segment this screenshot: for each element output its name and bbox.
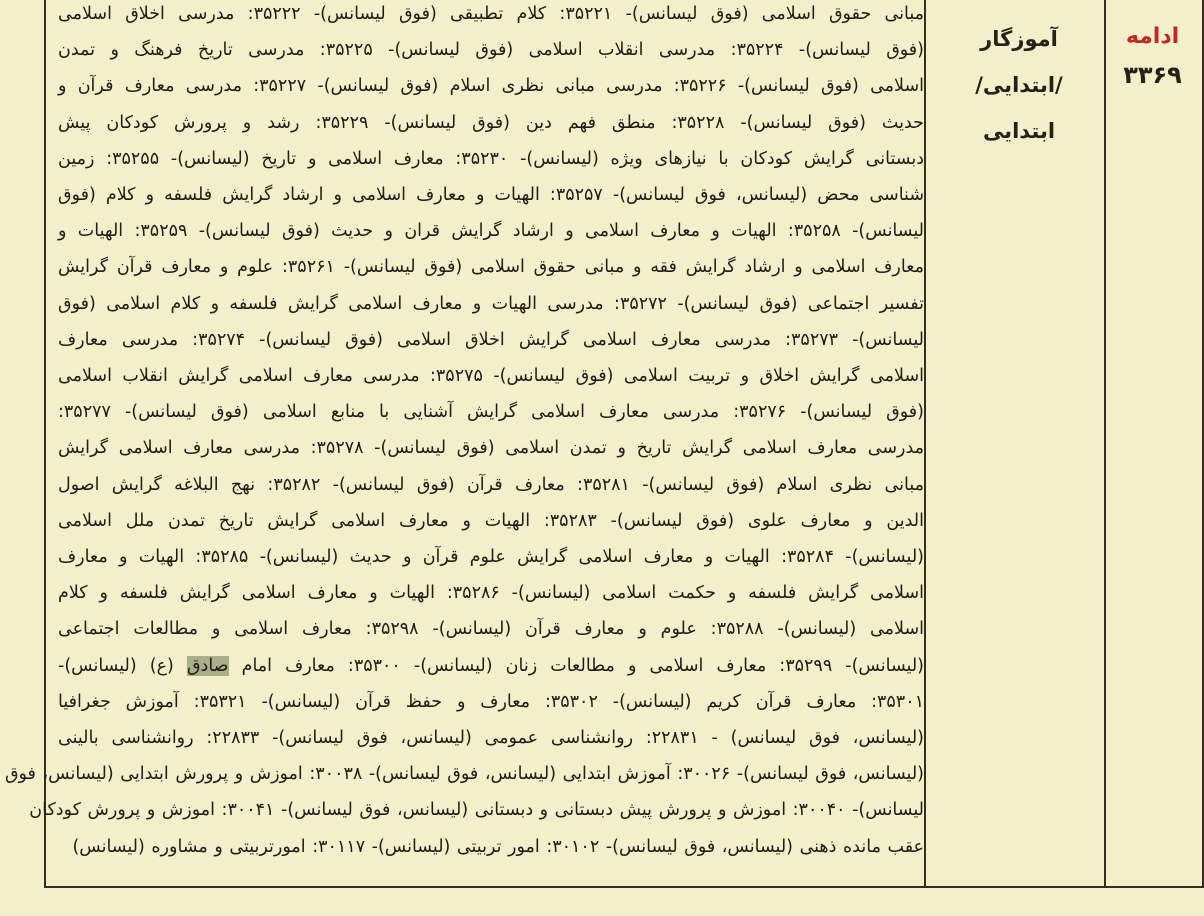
text-line: دبستانی گرایش کودکان با نیازهای ویژه (لیسانس)- ۳۵۲۳۰: معارف اسلامی و تاریخ (لیسانس)- ۳۵۲۵۵: زمین: [58, 148, 925, 169]
field-list-text: [4, 0, 925, 865]
job-title-line: آموزگار: [980, 27, 1058, 51]
text-line: حدیث (فوق لیسانس)- ۳۵۲۲۸: منطق فهم دین (فوق لیسانس)- ۳۵۲۲۹: رشد و پرورش کودکان پیش: [58, 112, 924, 133]
continuation-label: ادامه: [1125, 24, 1180, 49]
text-line: اسلامی (فوق لیسانس)- ۳۵۲۲۶: مدرسی مبانی نظری اسلام (فوق لیسانس)- ۳۵۲۲۷: مدرسی معارف قرآن و: [58, 76, 924, 97]
text-line: اسلامی گرایش فلسفه و حکمت اسلامی (لیسانس)- ۳۵۲۸۶: الهیات و معارف اسلامی گرایش فلسفه و کلام: [58, 583, 924, 604]
job-code: ۳۳۶۹: [1123, 61, 1182, 89]
text-line: (فوق لیسانس)- ۳۵۲۷۶: مدرسی معارف اسلامی گرایش آشنایی با منابع اسلامی (فوق لیسانس)- ۳۵۲۷۷:: [58, 402, 924, 423]
job-title-line: /ابتدایی/: [975, 73, 1063, 97]
text-line: مبانی حقوق اسلامی (فوق لیسانس)- ۳۵۲۲۱: کلام تطبیقی (فوق لیسانس)- ۳۵۲۲۲: مدرسی اخلاق اسلامی: [58, 4, 924, 24]
text-line: لیسانس)- ۳۵۲۷۳: مدرسی معارف اسلامی گرایش اخلاق اسلامی (فوق لیسانس)- ۳۵۲۷۴: مدرسی معارف: [58, 329, 924, 350]
job-title-cell: [935, 16, 1103, 154]
text-line: (لیسانس، فوق لیسانس) - ۲۲۸۳۱: روانشناسی عمومی (لیسانس، فوق لیسانس)- ۲۲۸۳۳: روانشناسی بالینی: [58, 728, 925, 749]
column-divider: [924, 0, 926, 886]
text-line: تفسیر اجتماعی (فوق لیسانس)- ۳۵۲۷۲: مدرسی الهیات و معارف اسلامی گرایش فلسفه و کلام اسلامی (فوق: [58, 293, 924, 314]
text-line: الدین و معارف علوی (فوق لیسانس)- ۳۵۲۸۳: الهیات و معارف اسلامی گرایش تاریخ تمدن ملل اسلامی: [58, 510, 924, 531]
text-line-highlight: [58, 648, 924, 684]
text-line: ۳۵۳۰۱: معارف قرآن کریم (لیسانس)- ۳۵۳۰۲: معارف و حفظ قرآن (لیسانس)- ۳۵۳۲۱: آموزش جغرافیا: [58, 691, 924, 712]
text-line: شناسی محض (لیسانس، فوق لیسانس)- ۳۵۲۵۷: الهیات و معارف اسلامی و ارشاد گرایش فلسفه و کلام (فوق: [58, 185, 924, 206]
cut-off-heading: [1122, 0, 1128, 5]
text-line: (لیسانس)- ۳۵۲۸۴: الهیات و معارف اسلامی گرایش علوم قرآن و حدیث (لیسانس)- ۳۵۲۸۵: الهیات و معارف: [58, 547, 924, 568]
text-line-end: (ع) (لیسانس)-: [58, 655, 187, 676]
text-line: (لیسانس، فوق لیسانس)- ۳۰۰۲۶: آموزش ابتدایی (لیسانس، فوق لیسانس)- ۳۰۰۳۸: اموزش و پرورش ابتدایی (لیسانس، فوق: [4, 764, 924, 785]
text-line: مبانی نظری اسلام (فوق لیسانس)- ۳۵۲۸۱: معارف قرآن (فوق لیسانس)- ۳۵۲۸۲: نهج البلاغه گرایش اصول: [58, 474, 924, 495]
column-divider: [1104, 0, 1106, 886]
text-line: عقب مانده ذهنی (لیسانس، فوق لیسانس)- ۳۰۱۰۲: امور تربیتی (لیسانس)- ۳۰۱۱۷: امورتربیتی و مشاوره (لیسانس): [72, 836, 924, 857]
text-line: اسلامی (لیسانس)- ۳۵۲۸۸: علوم و معارف قرآن (لیسانس)- ۳۵۲۹۸: معارف اسلامی و مطالعات اجتماعی: [58, 619, 924, 640]
text-line: اسلامی گرایش اخلاق و تربیت اسلامی (فوق لیسانس)- ۳۵۲۷۵: مدرسی معارف اسلامی گرایش انقلاب اسلامی: [58, 366, 924, 387]
text-line: مدرسی معارف اسلامی گرایش تاریخ و تمدن اسلامی (فوق لیسانس)- ۳۵۲۷۸: مدرسی معارف اسلامی گرایش: [58, 438, 925, 459]
text-line: معارف اسلامی و ارشاد گرایش فقه و مبانی حقوق اسلامی (فوق لیسانس)- ۳۵۲۶۱: علوم و معارف قرآن گرایش: [58, 257, 925, 278]
text-line-start: (لیسانس)- ۳۵۲۹۹: معارف اسلامی و مطالعات زنان (لیسانس)- ۳۵۳۰۰: معارف امام: [241, 655, 925, 676]
text-line: (فوق لیسانس)- ۳۵۲۲۴: مدرسی انقلاب اسلامی (فوق لیسانس)- ۳۵۲۲۵: مدرسی تاریخ فرهنگ و تمدن: [58, 40, 925, 61]
highlighted-word: صادق: [186, 655, 229, 676]
job-title-line: ابتدایی: [982, 119, 1056, 143]
code-cell: [1105, 18, 1200, 94]
text-line: لیسانس)- ۳۰۰۴۰: اموزش و پرورش پیش دبستانی و دبستانی (لیسانس، فوق لیسانس)- ۳۰۰۴۱: اموزش و پرورش کودکان: [29, 800, 924, 821]
text-line: لیسانس)- ۳۵۲۵۸: الهیات و معارف اسلامی و ارشاد گرایش قران و حدیث (فوق لیسانس)- ۳۵۲۵۹: الهیات و: [58, 221, 924, 242]
